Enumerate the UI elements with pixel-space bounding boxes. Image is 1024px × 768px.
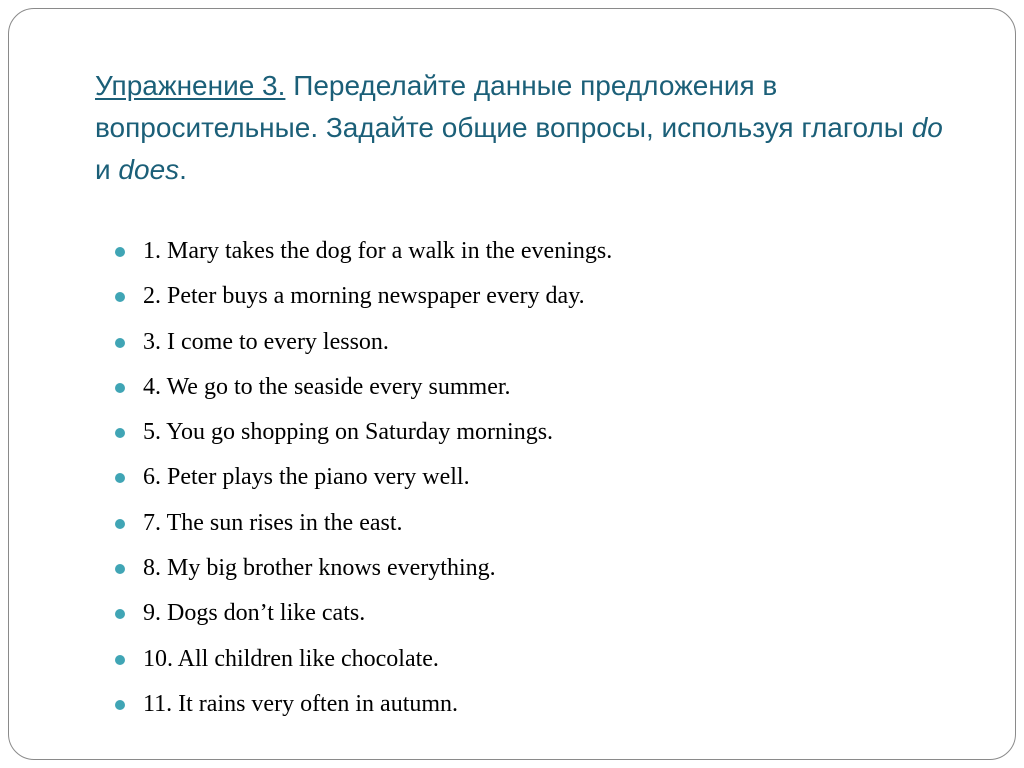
list-item [115,501,935,546]
sentence-text: 9. Dogs don’t like cats. [143,600,366,627]
sentence-text: 4. We go to the seaside every summer. [143,373,511,400]
sentence-text: 2. Peter buys a morning newspaper every day. [143,283,585,310]
list-item [115,546,935,591]
sentence-text: 3. I come to every lesson. [143,328,389,355]
list-item [115,320,935,365]
sentence-text: 8. My big brother knows everything. [143,555,496,582]
sentence-text: 10. All children like chocolate. [143,645,439,672]
exercise-label: Упражнение 3. [95,70,286,101]
bullet-icon [115,247,125,257]
bullet-icon [115,292,125,302]
list-item [115,229,935,274]
title-conjunction: и [95,154,119,185]
title-end: . [179,154,187,185]
list-item [115,365,935,410]
list-item [115,637,935,682]
title-text: Переделайте данные предложения в вопросительные. Задайте общие вопросы, используя глаголы [95,70,912,143]
sentence-list [115,229,935,727]
sentence-text: 6. Peter plays the piano very well. [143,464,470,491]
sentence-text: 5. You go shopping on Saturday mornings. [143,419,554,446]
slide-frame [8,8,1016,760]
list-item [115,410,935,455]
bullet-icon [115,700,125,710]
sentence-text: 11. It rains very often in autumn. [143,690,459,717]
bullet-icon [115,519,125,529]
bullet-icon [115,564,125,574]
sentence-text: 7. The sun rises in the east. [143,509,403,536]
bullet-icon [115,428,125,438]
title-word-do: do [911,112,943,143]
bullet-icon [115,338,125,348]
list-item [115,682,935,727]
bullet-icon [115,473,125,483]
slide-title [95,65,955,191]
sentence-text: 1. Mary takes the dog for a walk in the evenings. [143,238,613,264]
title-word-does: does [118,154,180,185]
list-item [115,591,935,636]
list-item [115,455,935,500]
bullet-icon [115,383,125,393]
bullet-icon [115,609,125,619]
bullet-icon [115,655,125,665]
list-item [115,274,935,319]
